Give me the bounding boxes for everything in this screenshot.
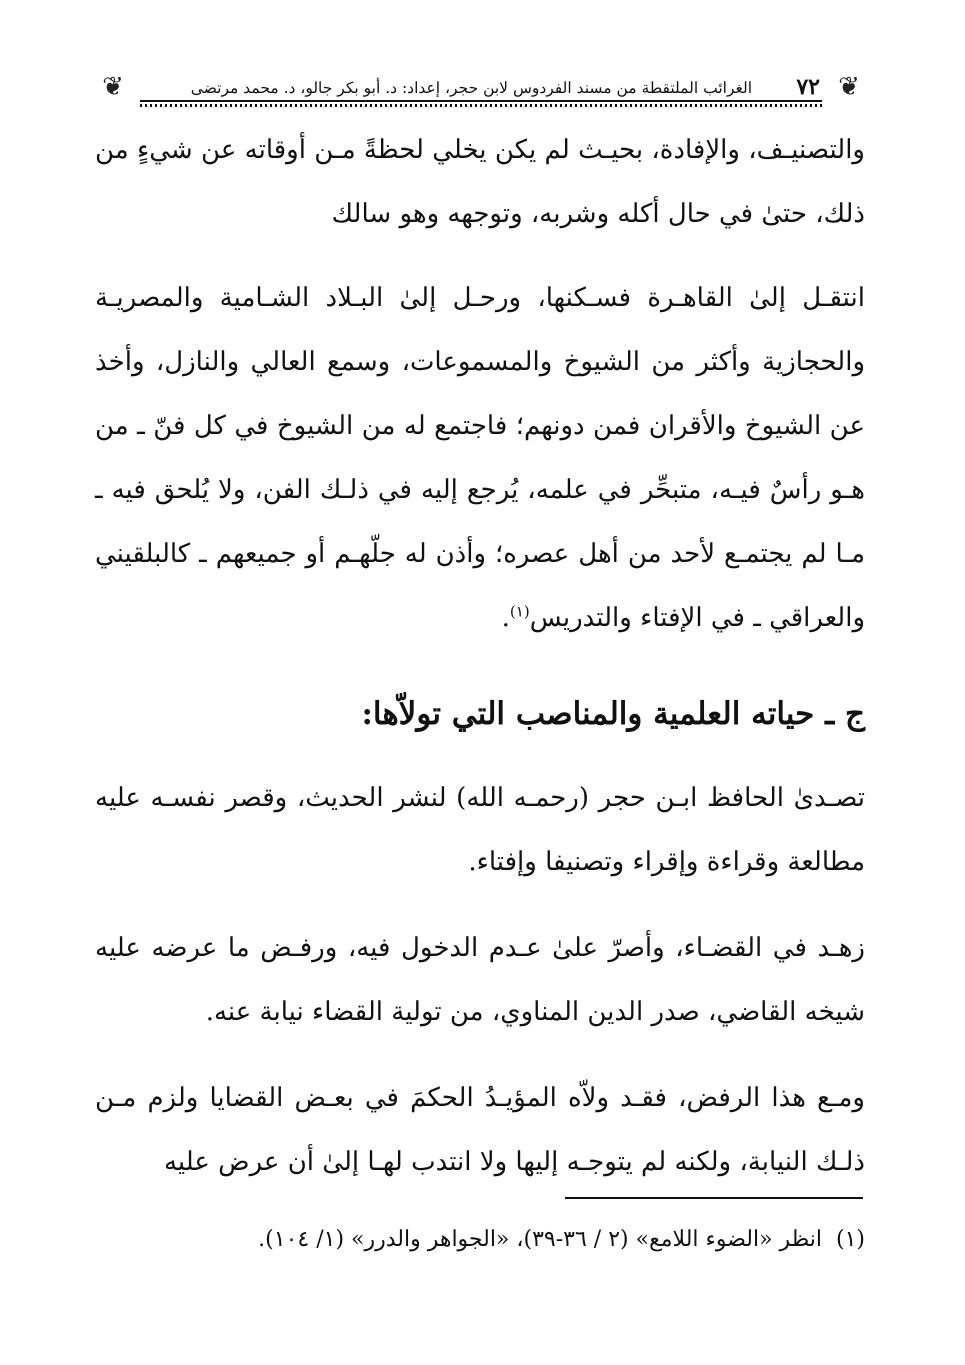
- running-title: الغرائب الملتقطة من مسند الفردوس لابن حجر، إعداد: د. أبو بكر جالو، د. محمد مرتضى: [190, 79, 752, 97]
- paragraph-5: ومـع هذا الرفض، فقـد ولاّه المؤيـدُ الحكمَ في بعـض القضايا ولزم مـن ذلـك النيابة، ولكنه لم يتوجـه إليها ولا انتدب لهـا إلىٰ أن عرض عليه: [95, 1083, 865, 1177]
- footnote-marker: (١): [835, 1227, 865, 1252]
- footnote-reference[interactable]: (١): [509, 602, 530, 621]
- footnote-separator: [565, 1197, 863, 1199]
- ornament-right-icon: ❦: [838, 72, 860, 102]
- paragraph-2: [95, 266, 865, 650]
- paragraph-2-end: .: [501, 603, 510, 633]
- paragraph-2-text: انتقـل إلىٰ القاهـرة فسـكنها، ورحـل إلىٰ البـلاد الشـامية والمصريـة والحجازية وأكثر من الشيوخ والمسموعات، وسمع العالي والنازل، وأخذ عن الشيوخ والأقران فمن دونهم؛ فاجتمع له من الشيوخ في كل فنّ ـ من هـو رأسٌ فيـه، متبحِّر في علمه، يُرجع إليه في ذلـك الفن، ولا يُلحق فيه ـ مـا لم يجتمـع لأحد من أهل عصره؛ وأذن له جلّهـم أو جميعهم ـ كالبلقيني والعراقي ـ في الإفتاء والتدريس: [95, 283, 865, 633]
- section-heading: ج ـ حياته العلمية والمناصب التي تولاّها:: [361, 696, 865, 732]
- header-rule: [140, 100, 822, 108]
- footnote: [95, 1220, 865, 1260]
- paragraph-3: تصـدىٰ الحافظ ابـن حجر (رحمـه الله) لنشر الحديث، وقصر نفسـه عليه مطالعة وقراءة وإقراء وتصنيفا وإفتاء.: [95, 783, 865, 877]
- running-header: [90, 70, 872, 108]
- page-number: ٧٢: [796, 74, 820, 100]
- paragraph-1: والتصنيـف، والإفادة، بحيـث لم يكن يخلي لحظةً مـن أوقاته عن شيءٍ من ذلك، حتىٰ في حال أكله وشربه، وتوجهه وهو سالك: [95, 135, 865, 229]
- ornament-left-icon: ❦: [102, 72, 124, 102]
- footnote-text: انظر «الضوء اللامع» (٢ / ٣٦-٣٩)، «الجواهر والدرر» (١/ ١٠٤).: [258, 1227, 822, 1252]
- paragraph-4: زهـد في القضـاء، وأصرّ علىٰ عـدم الدخول فيه، ورفـض ما عرضه عليه شيخه القاضي، صدر الدين المناوي، من تولية القضاء نيابة عنه.: [95, 933, 865, 1027]
